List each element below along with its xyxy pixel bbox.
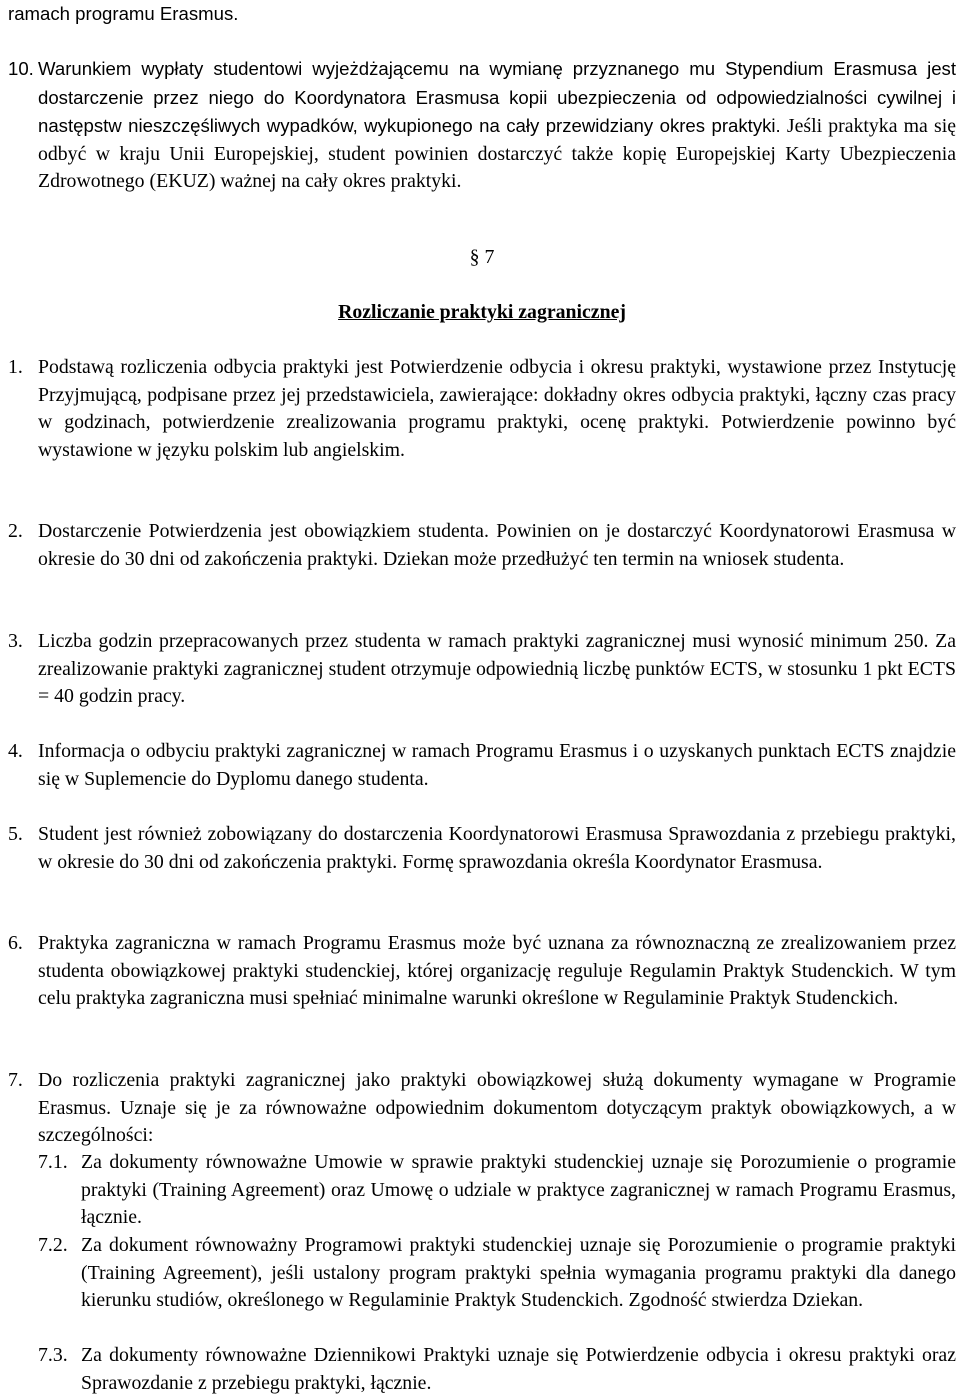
subitem-7-2: [38, 1232, 956, 1315]
item-text: Dostarczenie Potwierdzenia jest obowiązkiem studenta. Powinien on je dostarczyć Koordynatorowi Erasmusa w okresie do 30 dni od zakończenia praktyki. Dziekan może przedłużyć ten termin na wniosek studenta.: [38, 520, 956, 570]
item-number: 1.: [8, 356, 23, 378]
item-number: 6.: [8, 932, 23, 954]
item-text: Liczba godzin przepracowanych przez studenta w ramach praktyki zagranicznej musi wynosić minimum 250. Za zrealizowanie praktyki zagranicznej student otrzymuje odpowiednią liczbę punktów ECTS, w stosunku 1 pkt ECTS = 40 godzin pracy.: [38, 630, 956, 707]
item-2: [8, 518, 956, 573]
subitem-text: Za dokumenty równoważne Umowie w sprawie praktyki studenckiej uznaje się Porozumienie o programie praktyki (Training Agreement) oraz Umowę o udziale w praktyce zagranicznej w ramach Programu Erasmus, łącznie.: [81, 1151, 956, 1228]
item-text: Informacja o odbyciu praktyki zagranicznej w ramach Programu Erasmus i o uzyskanych punktach ECTS znajdzie się w Suplemencie do Dyplomu danego studenta.: [38, 740, 956, 790]
item-number: 7.: [8, 1069, 23, 1091]
section-title-text: Rozliczanie praktyki zagranicznej: [338, 301, 626, 323]
section-sign-text: § 7: [469, 246, 495, 268]
section-sign: [8, 244, 956, 272]
item-10-text-serif: Jeśli praktyka ma się odbyć w kraju Unii Europejskiej, student powinien dostarczyć także kopię Europejskiej Karty Ubezpieczenia Zdrowotnego (EKUZ) ważnej na cały okres praktyki.: [38, 115, 957, 192]
section-title: [8, 299, 956, 327]
item-number: 2.: [8, 520, 23, 542]
subitem-number: 7.1.: [38, 1151, 68, 1173]
item-text: Student jest również zobowiązany do dostarczenia Koordynatorowi Erasmusa Sprawozdania z przebiegu praktyki, w okresie do 30 dni od zakończenia praktyki. Formę sprawozdania określa Koordynator Erasmusa.: [38, 823, 956, 873]
item-number: 3.: [8, 630, 23, 652]
item-text: Do rozliczenia praktyki zagranicznej jako praktyki obowiązkowej służą dokumenty wymagane w Programie Erasmus. Uznaje się je za równoważne odpowiednim dokumentom dotyczącym praktyk obowiązkowych, a w szczególności:: [38, 1069, 956, 1146]
item-text: [38, 55, 956, 196]
subitem-7-1: [38, 1149, 956, 1232]
item-10-text-sans: Warunkiem wypłaty studentowi wyjeżdżającemu na wymianę przyznanego mu Stypendium Erasmusa jest dostarczenie przez niego do Koordynatora Erasmusa kopii ubezpieczenia od odpowiedzialności cywilnej i następstw nieszczęśliwych wypadków, wykupionego na cały przewidziany okres praktyki.: [38, 58, 956, 136]
item-10: [8, 55, 956, 196]
top-fragment-text: ramach programu Erasmus.: [8, 3, 239, 24]
item-1: [8, 354, 956, 464]
subitem-text: Za dokument równoważny Programowi praktyki studenckiej uznaje się Porozumienie o programie praktyki (Training Agreement), jeśli ustalony program praktyki spełnia wymagania programu praktyki dla danego kierunku studiów, określonego w Regulaminie Praktyk Studenckich. Zgodność stwierdza Dziekan.: [81, 1234, 956, 1311]
item-5: [8, 821, 956, 876]
item-text: Podstawą rozliczenia odbycia praktyki jest Potwierdzenie odbycia i okresu praktyki, wystawione przez Instytucję Przyjmującą, podpisane przez jej przedstawiciela, zawierające: dokładny okres odbycia praktyki, łączny czas pracy w godzinach, potwierdzenie zrealizowania programu praktyki, ocenę praktyki. Potwierdzenie powinno być wystawione w języku polskim lub angielskim.: [38, 356, 956, 461]
item-4: [8, 738, 956, 793]
subitem-number: 7.3.: [38, 1344, 68, 1366]
item-7: [8, 1067, 956, 1150]
item-number: 10.: [8, 58, 34, 79]
subitem-text: Za dokumenty równoważne Dziennikowi Praktyki uznaje się Potwierdzenie odbycia i okresu praktyki oraz Sprawozdanie z przebiegu praktyki, łącznie.: [81, 1344, 956, 1394]
item-number: 5.: [8, 823, 23, 845]
item-6: [8, 930, 956, 1013]
item-number: 4.: [8, 740, 23, 762]
top-fragment: [8, 0, 956, 28]
item-text: Praktyka zagraniczna w ramach Programu Erasmus może być uznana za równoznaczną ze zrealizowaniem przez studenta obowiązkowej praktyki studenckiej, której organizację reguluje Regulamin Praktyk Studenckich. W tym celu praktyka zagraniczna musi spełniać minimalne warunki określone w Regulaminie Praktyk Studenckich.: [38, 932, 956, 1009]
subitem-7-3: [38, 1342, 956, 1397]
subitem-number: 7.2.: [38, 1234, 68, 1256]
item-3: [8, 628, 956, 711]
